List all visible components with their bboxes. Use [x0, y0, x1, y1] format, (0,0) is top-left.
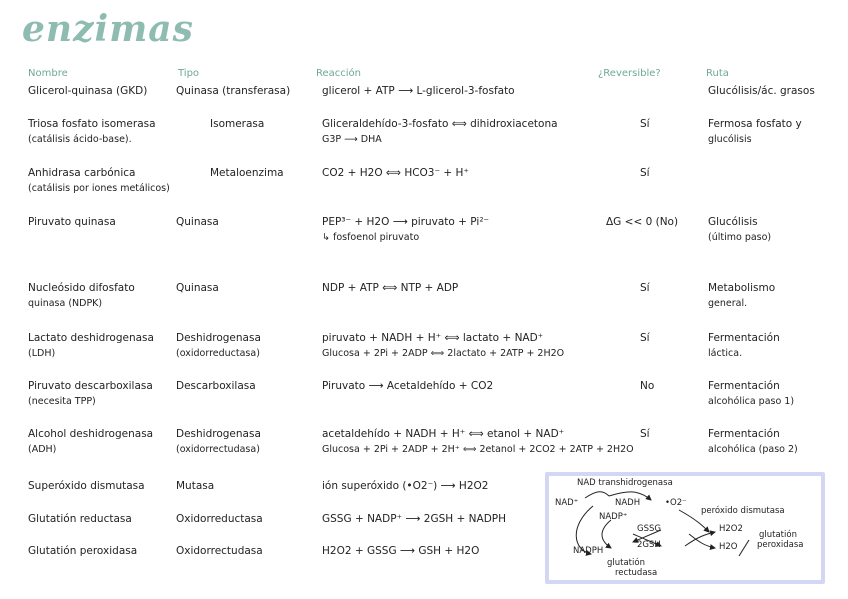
row-2-reversible-line1: Sí	[640, 167, 650, 179]
row-4-nombre-line2: quinasa (NDPK)	[28, 298, 103, 309]
row-9-nombre	[28, 511, 132, 527]
row-10-tipo-line1: Oxidorrectudasa	[176, 545, 263, 557]
row-5-ruta	[708, 330, 780, 362]
row-1-reaccion	[322, 116, 558, 148]
row-3-ruta-line1: Glucólisis	[708, 216, 758, 228]
row-4-ruta-line1: Metabolismo	[708, 282, 776, 294]
row-4-reaccion	[322, 280, 458, 296]
row-3-ruta-line2: (último paso)	[708, 232, 772, 243]
row-7-ruta-line2: alcohólica (paso 2)	[708, 444, 798, 455]
row-8-nombre-line1: Superóxido dismutasa	[28, 480, 145, 492]
row-0-tipo	[176, 83, 290, 99]
diagram-dismutasa: peróxido dismutasa	[701, 506, 785, 516]
header-reaccion: Reacción	[316, 68, 362, 79]
diagram-reductasa-line2: rectudasa	[615, 568, 658, 578]
row-4-reversible	[640, 280, 650, 296]
row-1-tipo-line1: Isomerasa	[210, 118, 265, 130]
row-5-reaccion-line2: Glucosa + 2Pi + 2ADP ⟺ 2lactato + 2ATP + 2H2O	[322, 348, 565, 359]
row-0-ruta-line1: Glucólisis/ác. grasos	[708, 85, 815, 97]
row-4-tipo	[176, 280, 219, 296]
row-4-reversible-line1: Sí	[640, 282, 650, 294]
diagram-h2o2: H2O2	[719, 524, 743, 534]
row-1-ruta-line2: glucólisis	[708, 134, 752, 145]
row-7-tipo-line1: Deshidrogenasa	[176, 428, 261, 440]
row-2-tipo	[210, 165, 284, 181]
header-nombre: Nombre	[28, 68, 68, 79]
row-4-nombre	[28, 280, 135, 312]
row-6-nombre-line1: Piruvato descarboxilasa	[28, 380, 153, 392]
row-10-nombre	[28, 543, 137, 559]
row-7-ruta	[708, 426, 798, 458]
row-7-reversible-line1: Sí	[640, 428, 650, 440]
row-7-nombre-line2: (ADH)	[28, 444, 57, 455]
row-3-nombre-line1: Piruvato quinasa	[28, 216, 116, 228]
row-6-tipo-line1: Descarboxilasa	[176, 380, 256, 392]
row-7-tipo-line2: (oxidorrectudasa)	[176, 444, 260, 455]
row-9-tipo	[176, 511, 263, 527]
row-5-reaccion-line1: piruvato + NADH + H⁺ ⟺ lactato + NAD⁺	[322, 332, 544, 344]
row-6-reversible	[640, 378, 654, 394]
row-2-reaccion-line1: CO2 + H2O ⟺ HCO3⁻ + H⁺	[322, 167, 469, 179]
row-5-nombre	[28, 330, 154, 362]
row-0-nombre-line1: Glicerol-quinasa (GKD)	[28, 85, 148, 97]
row-3-reaccion-line1: PEP³⁻ + H2O ⟶ piruvato + Pi²⁻	[322, 216, 490, 228]
row-10-tipo	[176, 543, 263, 559]
row-5-reversible	[640, 330, 650, 346]
row-3-tipo	[176, 214, 219, 230]
row-1-reaccion-line1: Gliceraldehído-3-fosfato ⟺ dihidroxiacetona	[322, 118, 558, 130]
row-2-reversible	[640, 165, 650, 181]
row-6-tipo	[176, 378, 256, 394]
header-ruta: Ruta	[706, 68, 729, 79]
row-5-tipo-line1: Deshidrogenasa	[176, 332, 261, 344]
row-5-nombre-line2: (LDH)	[28, 348, 56, 359]
diagram-nadh: NADH	[615, 498, 641, 508]
row-1-reaccion-line2: G3P ⟶ DHA	[322, 134, 382, 145]
header-tipo: Tipo	[178, 68, 200, 79]
row-0-ruta	[708, 83, 815, 99]
row-6-reaccion	[322, 378, 493, 394]
row-8-reaccion	[322, 478, 488, 494]
row-8-tipo-line1: Mutasa	[176, 480, 215, 492]
header-reversible: ¿Reversible?	[598, 68, 661, 79]
page-title: enzimas	[22, 8, 194, 50]
row-1-reversible-line1: Sí	[640, 118, 650, 130]
row-6-reversible-line1: No	[640, 380, 655, 392]
row-4-tipo-line1: Quinasa	[176, 282, 219, 294]
row-2-tipo-line1: Metaloenzima	[210, 167, 284, 179]
row-7-nombre-line1: Alcohol deshidrogenasa	[28, 428, 154, 440]
row-10-reaccion-line1: H2O2 + GSSG ⟶ GSH + H2O	[322, 545, 480, 557]
row-2-nombre	[28, 165, 170, 197]
row-1-nombre-line1: Triosa fosfato isomerasa	[28, 118, 156, 130]
diagram-reductasa-line1: glutatión	[607, 558, 645, 568]
row-0-tipo-line1: Quinasa (transferasa)	[176, 85, 291, 97]
row-4-reaccion-line1: NDP + ATP ⟺ NTP + ADP	[322, 282, 459, 294]
row-9-reaccion	[322, 511, 506, 527]
row-5-nombre-line1: Lactato deshidrogenasa	[28, 332, 154, 344]
row-8-reaccion-line1: ión superóxido (•O2⁻) ⟶ H2O2	[322, 480, 489, 492]
row-7-reaccion	[322, 426, 634, 458]
diagram-peroxidasa-line2: peroxidasa	[757, 540, 804, 550]
diagram-superoxido: •O2⁻	[665, 498, 687, 508]
row-0-reaccion-line1: glicerol + ATP ⟶ L-glicerol-3-fosfato	[322, 85, 515, 97]
row-8-tipo	[176, 478, 214, 494]
row-2-reaccion	[322, 165, 469, 181]
row-1-tipo	[210, 116, 264, 132]
row-3-reversible-line1: ΔG << 0 (No)	[606, 216, 679, 228]
row-3-nombre	[28, 214, 116, 230]
row-3-tipo-line1: Quinasa	[176, 216, 219, 228]
row-3-reaccion-line2: ↳ fosfoenol piruvato	[322, 232, 420, 243]
row-5-tipo	[176, 330, 261, 362]
row-5-reversible-line1: Sí	[640, 332, 650, 344]
row-1-ruta-line1: Fermosa fosfato y	[708, 118, 802, 130]
diagram-transhidrogenasa: NAD transhidrogenasa	[577, 478, 673, 488]
row-6-ruta-line2: alcohólica paso 1)	[708, 396, 795, 407]
row-3-ruta	[708, 214, 771, 246]
row-9-reaccion-line1: GSSG + NADP⁺ ⟶ 2GSH + NADPH	[322, 513, 507, 525]
row-3-reaccion	[322, 214, 489, 246]
row-1-reversible	[640, 116, 650, 132]
row-3-reversible	[606, 214, 678, 230]
diagram-gssg: GSSG	[637, 524, 661, 534]
row-4-ruta-line2: general.	[708, 298, 748, 309]
diagram-nad-plus: NAD⁺	[555, 498, 579, 508]
row-9-nombre-line1: Glutatión reductasa	[28, 513, 132, 525]
diagram-nadp-plus: NADP⁺	[599, 512, 628, 522]
row-10-reaccion	[322, 543, 479, 559]
row-6-ruta-line1: Fermentación	[708, 380, 780, 392]
row-7-reaccion-line1: acetaldehído + NADH + H⁺ ⟺ etanol + NAD⁺	[322, 428, 565, 440]
row-9-tipo-line1: Oxidorreductasa	[176, 513, 263, 525]
diagram-nadph: NADPH	[573, 546, 604, 556]
row-5-ruta-line2: láctica.	[708, 348, 743, 359]
row-1-ruta	[708, 116, 802, 148]
row-6-ruta	[708, 378, 794, 410]
row-5-tipo-line2: (oxidorreductasa)	[176, 348, 260, 359]
row-0-reaccion	[322, 83, 515, 99]
diagram-gsh: 2GSH	[637, 540, 661, 550]
row-1-nombre	[28, 116, 156, 148]
row-1-nombre-line2: (catálisis ácido-base).	[28, 134, 132, 145]
row-7-tipo	[176, 426, 261, 458]
diagram-arrows	[549, 476, 821, 580]
row-0-nombre	[28, 83, 147, 99]
row-4-nombre-line1: Nucleósido difosfato	[28, 282, 135, 294]
row-7-ruta-line1: Fermentación	[708, 428, 780, 440]
row-7-reversible	[640, 426, 650, 442]
row-5-ruta-line1: Fermentación	[708, 332, 780, 344]
row-6-reaccion-line1: Piruvato ⟶ Acetaldehído + CO2	[322, 380, 494, 392]
row-5-reaccion	[322, 330, 564, 362]
glutathione-diagram	[545, 472, 825, 584]
diagram-h2o: H2O	[719, 542, 738, 552]
row-10-nombre-line1: Glutatión peroxidasa	[28, 545, 138, 557]
row-6-nombre-line2: (necesita TPP)	[28, 396, 96, 407]
row-4-ruta	[708, 280, 775, 312]
row-2-nombre-line1: Anhidrasa carbónica	[28, 167, 136, 179]
row-8-nombre	[28, 478, 145, 494]
row-7-nombre	[28, 426, 153, 458]
diagram-peroxidasa-line1: glutatión	[759, 530, 797, 540]
row-7-reaccion-line2: Glucosa + 2Pi + 2ADP + 2H⁺ ⟺ 2etanol + 2CO2 + 2ATP + 2H2O	[322, 444, 634, 455]
row-2-nombre-line2: (catálisis por iones metálicos)	[28, 183, 170, 194]
row-6-nombre	[28, 378, 153, 410]
